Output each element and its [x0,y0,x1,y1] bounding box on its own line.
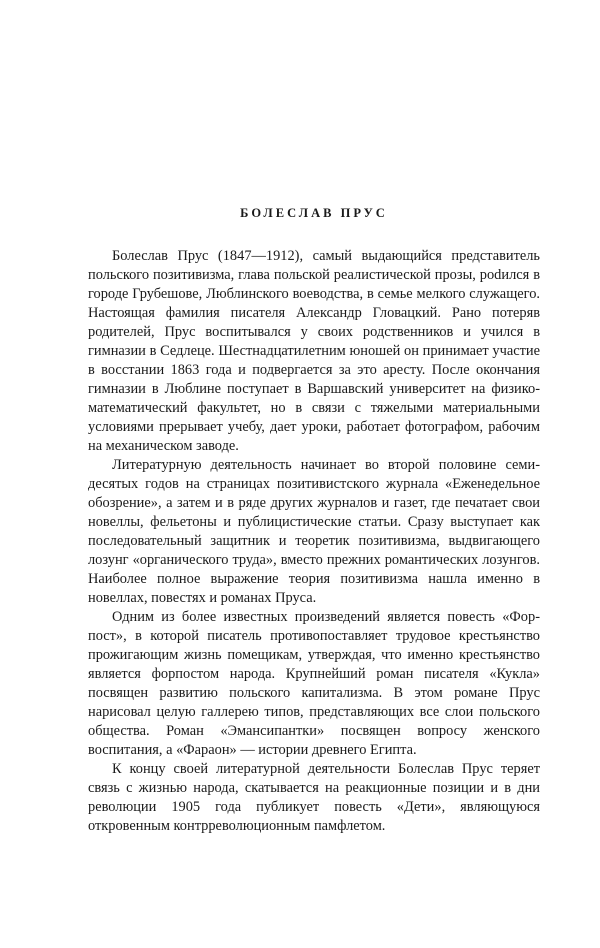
paragraph-late-period: К концу своей литературной деятельности Болеслав Прус теряет связь с жизнью народа, скатывается на реакционные позиции и в дни революции 1905 года публикует повесть «Дети», являющуюся откровенным контрреволюционным памфлетом. [88,761,540,834]
paragraph-biography: Болеслав Прус (1847—1912), самый выдающийся представитель польского позитивизма, глава польской реалистической прозы, роdился в городе Грубешове, Люблинского воеводства, в семье мелкого служащего. Настоящая фамилия писателя Александр Гловацкий. Рано потеряв родителей, Прус воспитывался у своих родственников и учился в гимназии в Седлеце. Шестнадцатилетним юношей он принимает участие в восстании 1863 года и подвергается за это аресту. После окончания гимназии в Люблине поступает в Варшавский университет на физико-математический факультет, но в связи с тяжелыми материальными условиями прерывает учебу, дает уроки, работает фотографом, рабочим на механическом заводе. [88,248,540,454]
page-title: БОЛЕСЛАВ ПРУС [240,206,388,220]
document-page [88,206,540,836]
paragraph-literary-career: Литературную деятельность начинает во второй половине семидесятых годов на страницах позитивистского журнала «Еженедельное обозрение», а затем и в ряде других журналов и газет, где печатает свои новеллы, фельетоны и публицистические статьи. Сразу выступает как последовательный защитник и теоретик позитивизма, выдвигающего лозунг «органического труда», вместо прежних романтических лозунгов. Наиболее полное выражение теория позитивизма нашла именно в новеллах, повестях и романах Пруса. [88,457,540,606]
paragraph-major-works: Одним из более известных произведений является повесть «Форпост», в которой писатель противопоставляет трудовое крестьянство прожигающим жизнь помещикам, утверждая, что именно крестьянство является форпостом народа. Крупнейший роман писателя «Кукла» посвящен развитию польского капитализма. В этом романе Прус нарисовал целую галлерею типов, представляющих все слои польского общества. Роман «Эмансипантки» посвящен вопросу женского воспитания, а «Фараон» — истории древнего Египта. [88,609,540,758]
